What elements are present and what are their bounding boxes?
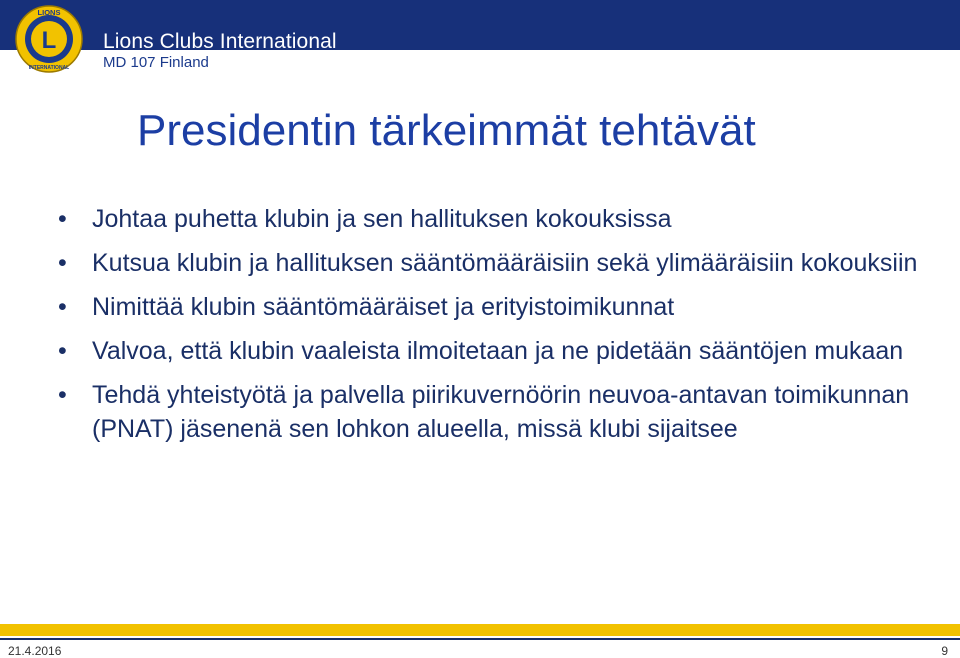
logo-text-top: LIONS xyxy=(37,8,61,17)
lions-logo xyxy=(14,4,84,74)
bullet-item xyxy=(58,378,938,446)
bullet-icon: • xyxy=(58,249,67,277)
bullet-icon: • xyxy=(58,381,67,409)
org-name: Lions Clubs International xyxy=(103,30,337,53)
logo-text-bottom: INTERNATIONAL xyxy=(28,65,70,71)
logo-letter: L xyxy=(41,27,57,54)
bullet-icon: • xyxy=(58,205,67,233)
lions-emblem-icon xyxy=(14,4,84,74)
bullet-text: Valvoa, että klubin vaaleista ilmoitetaan ja ne pidetään sääntöjen mukaan xyxy=(92,337,904,365)
bullet-item xyxy=(58,246,938,280)
footer-date: 21.4.2016 xyxy=(8,644,62,658)
slide-title: Presidentin tärkeimmät tehtävät xyxy=(137,106,756,155)
bullet-text: Nimittää klubin sääntömääräiset ja erityistoimikunnat xyxy=(92,293,675,321)
bullet-icon: • xyxy=(58,337,67,365)
bullet-text: Johtaa puhetta klubin ja sen hallituksen kokouksissa xyxy=(92,205,672,233)
footer-gold-stripe xyxy=(0,624,960,636)
bullet-item xyxy=(58,290,938,324)
bullet-list xyxy=(58,202,938,456)
bullet-icon: • xyxy=(58,293,67,321)
bullet-text: Kutsua klubin ja hallituksen sääntömääräisiin sekä ylimääräisiin kokouksiin xyxy=(92,249,918,277)
bullet-item xyxy=(58,202,938,236)
bullet-text: Tehdä yhteistyötä ja palvella piirikuvernöörin neuvoa-antavan toimikunnan (PNAT) jäsenenä sen lohkon alueella, missä klubi sijaitsee xyxy=(92,381,910,443)
footer-divider xyxy=(0,638,960,640)
page-number: 9 xyxy=(941,644,948,658)
bullet-item xyxy=(58,334,938,368)
district-name: MD 107 Finland xyxy=(103,54,209,71)
